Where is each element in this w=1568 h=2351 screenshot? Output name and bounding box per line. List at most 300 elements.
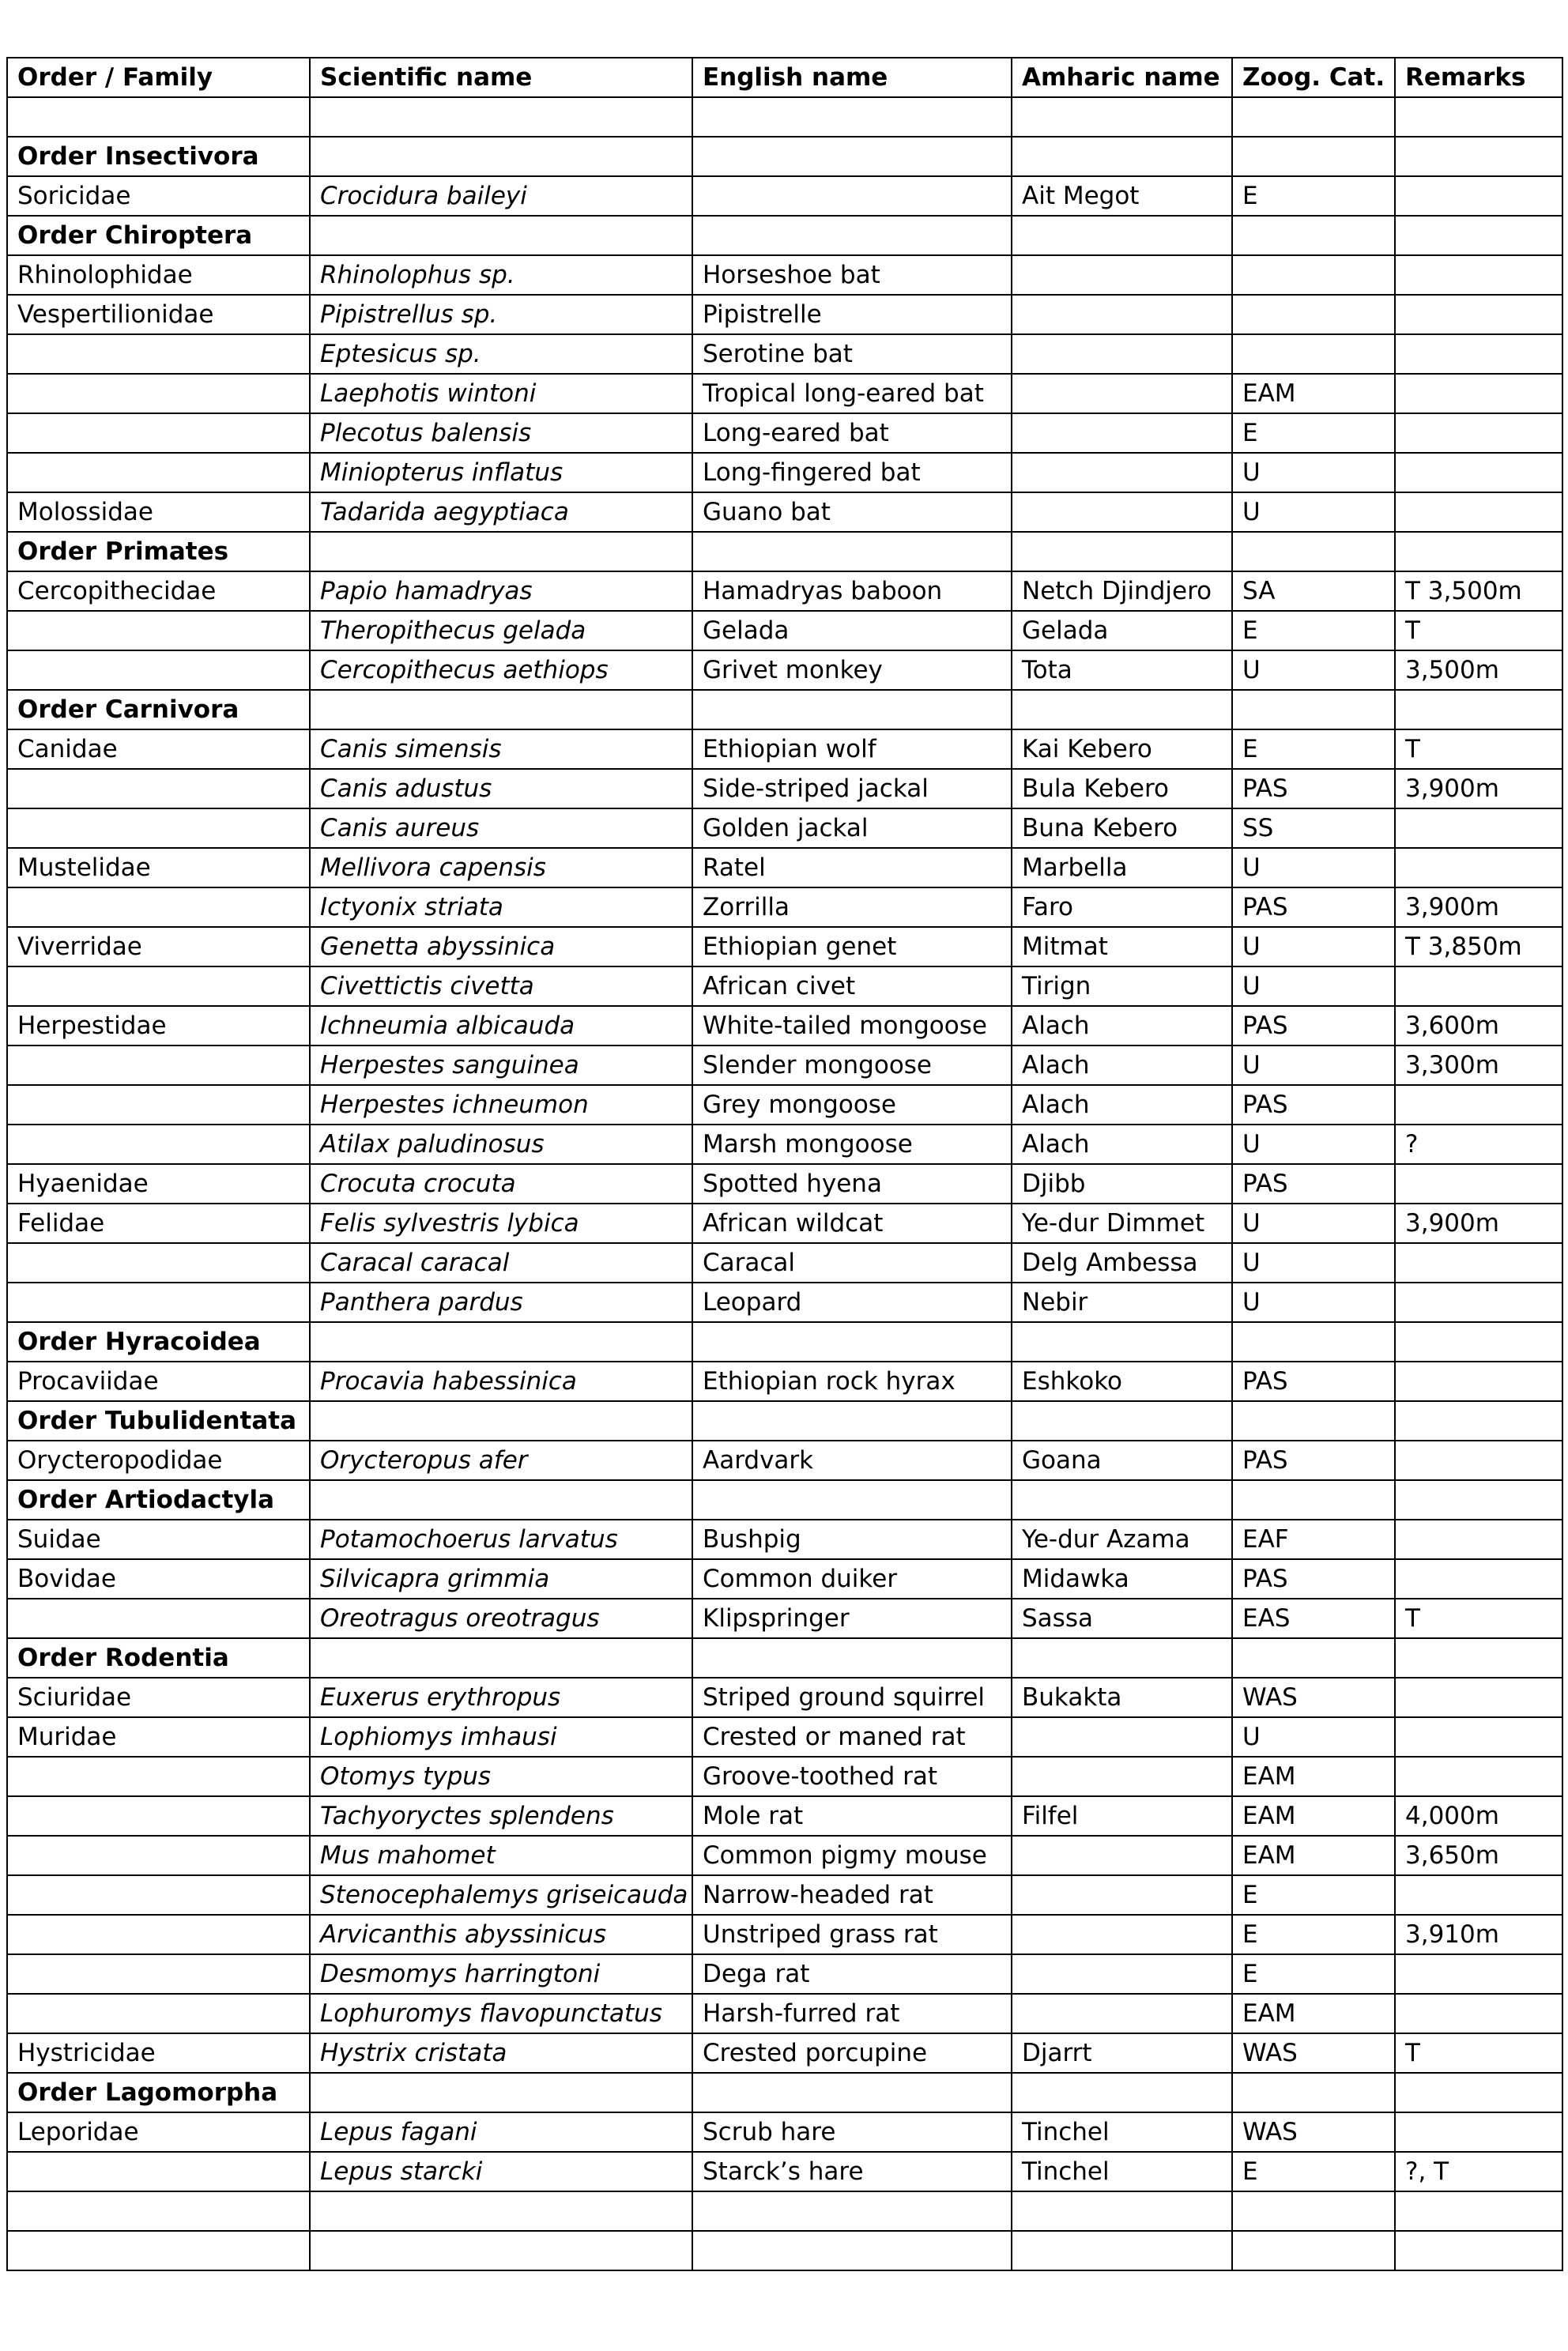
remarks-cell	[1395, 2112, 1562, 2152]
scientific-name-cell: Mus mahomet	[310, 1836, 692, 1875]
table-row	[7, 374, 1562, 413]
amharic-name-cell: Marbella	[1012, 848, 1232, 887]
amharic-name-cell: Tota	[1012, 650, 1232, 690]
scientific-name-cell	[310, 97, 692, 137]
zoog-cat-cell: SS	[1232, 808, 1395, 848]
zoog-cat-cell: PAS	[1232, 1164, 1395, 1204]
family-cell	[7, 1046, 310, 1085]
amharic-name-cell: Midawka	[1012, 1559, 1232, 1599]
family-cell	[7, 1243, 310, 1283]
remarks-cell	[1395, 1441, 1562, 1480]
english-name-cell: Starck’s hare	[692, 2152, 1012, 2191]
scientific-name-cell: Plecotus balensis	[310, 413, 692, 453]
zoog-cat-cell: E	[1232, 176, 1395, 216]
table-row	[7, 1441, 1562, 1480]
amharic-name-cell	[1012, 374, 1232, 413]
table-row	[7, 1757, 1562, 1796]
table-row	[7, 887, 1562, 927]
scientific-name-cell: Eptesicus sp.	[310, 334, 692, 374]
amharic-name-cell	[1012, 97, 1232, 137]
order-cell: Order Chiroptera	[7, 216, 310, 255]
table-row	[7, 1875, 1562, 1915]
english-name-cell: Horseshoe bat	[692, 255, 1012, 295]
remarks-cell	[1395, 1638, 1562, 1678]
scientific-name-cell	[310, 1638, 692, 1678]
family-cell: Leporidae	[7, 2112, 310, 2152]
remarks-cell	[1395, 532, 1562, 571]
english-name-cell: Narrow-headed rat	[692, 1875, 1012, 1915]
table-row	[7, 927, 1562, 966]
table-row	[7, 1362, 1562, 1401]
zoog-cat-cell: WAS	[1232, 2112, 1395, 2152]
remarks-cell: T	[1395, 1599, 1562, 1638]
amharic-name-cell: Faro	[1012, 887, 1232, 927]
family-cell	[7, 1757, 310, 1796]
amharic-name-cell: Mitmat	[1012, 927, 1232, 966]
table-row	[7, 1243, 1562, 1283]
table-row	[7, 1204, 1562, 1243]
scientific-name-cell: Genetta abyssinica	[310, 927, 692, 966]
remarks-cell	[1395, 966, 1562, 1006]
amharic-name-cell	[1012, 1322, 1232, 1362]
english-name-cell: Side-striped jackal	[692, 769, 1012, 808]
zoog-cat-cell: WAS	[1232, 2033, 1395, 2073]
remarks-cell: 3,910m	[1395, 1915, 1562, 1954]
english-name-cell: Mole rat	[692, 1796, 1012, 1836]
zoog-cat-cell: E	[1232, 1875, 1395, 1915]
remarks-cell	[1395, 1757, 1562, 1796]
scientific-name-cell: Cercopithecus aethiops	[310, 650, 692, 690]
order-cell: Order Hyracoidea	[7, 1322, 310, 1362]
remarks-cell	[1395, 1954, 1562, 1994]
table-row	[7, 255, 1562, 295]
family-cell: Rhinolophidae	[7, 255, 310, 295]
english-name-cell: Marsh mongoose	[692, 1125, 1012, 1164]
table-row	[7, 1599, 1562, 1638]
order-row	[7, 1480, 1562, 1520]
zoog-cat-cell: SA	[1232, 571, 1395, 611]
zoog-cat-cell	[1232, 2073, 1395, 2112]
table-row	[7, 1717, 1562, 1757]
family-cell: Canidae	[7, 729, 310, 769]
family-cell	[7, 374, 310, 413]
amharic-name-cell: Bula Kebero	[1012, 769, 1232, 808]
remarks-cell	[1395, 1085, 1562, 1125]
table-row	[7, 650, 1562, 690]
zoog-cat-cell	[1232, 1638, 1395, 1678]
amharic-name-cell	[1012, 1717, 1232, 1757]
remarks-cell	[1395, 1164, 1562, 1204]
english-name-cell: Striped ground squirrel	[692, 1678, 1012, 1717]
zoog-cat-cell: PAS	[1232, 1085, 1395, 1125]
zoog-cat-cell	[1232, 1401, 1395, 1441]
scientific-name-cell: Lepus fagani	[310, 2112, 692, 2152]
english-name-cell: Grivet monkey	[692, 650, 1012, 690]
english-name-cell: Aardvark	[692, 1441, 1012, 1480]
english-name-cell: Ethiopian genet	[692, 927, 1012, 966]
header-english-name: English name	[692, 58, 1012, 97]
family-cell: Bovidae	[7, 1559, 310, 1599]
table-row	[7, 1520, 1562, 1559]
header-zoog-cat: Zoog. Cat.	[1232, 58, 1395, 97]
remarks-cell: 3,900m	[1395, 769, 1562, 808]
remarks-cell: T	[1395, 729, 1562, 769]
family-cell	[7, 611, 310, 650]
english-name-cell: Slender mongoose	[692, 1046, 1012, 1085]
remarks-cell: 4,000m	[1395, 1796, 1562, 1836]
order-row	[7, 137, 1562, 176]
amharic-name-cell: Delg Ambessa	[1012, 1243, 1232, 1283]
order-row	[7, 1401, 1562, 1441]
remarks-cell	[1395, 1520, 1562, 1559]
order-cell: Order Tubulidentata	[7, 1401, 310, 1441]
english-name-cell: Unstriped grass rat	[692, 1915, 1012, 1954]
scientific-name-cell: Euxerus erythropus	[310, 1678, 692, 1717]
english-name-cell: Harsh-furred rat	[692, 1994, 1012, 2033]
zoog-cat-cell: PAS	[1232, 1362, 1395, 1401]
family-cell	[7, 769, 310, 808]
zoog-cat-cell: EAS	[1232, 1599, 1395, 1638]
amharic-name-cell	[1012, 1915, 1232, 1954]
amharic-name-cell: Bukakta	[1012, 1678, 1232, 1717]
family-cell	[7, 1915, 310, 1954]
amharic-name-cell	[1012, 453, 1232, 492]
english-name-cell: African civet	[692, 966, 1012, 1006]
remarks-cell	[1395, 1243, 1562, 1283]
family-cell	[7, 1836, 310, 1875]
table-row	[7, 1046, 1562, 1085]
scientific-name-cell: Atilax paludinosus	[310, 1125, 692, 1164]
zoog-cat-cell	[1232, 1322, 1395, 1362]
english-name-cell: Common duiker	[692, 1559, 1012, 1599]
english-name-cell: Long-fingered bat	[692, 453, 1012, 492]
table-row	[7, 1125, 1562, 1164]
zoog-cat-cell: U	[1232, 1283, 1395, 1322]
remarks-cell	[1395, 255, 1562, 295]
family-cell: Herpestidae	[7, 1006, 310, 1046]
family-cell	[7, 650, 310, 690]
english-name-cell	[692, 97, 1012, 137]
english-name-cell	[692, 1480, 1012, 1520]
amharic-name-cell	[1012, 295, 1232, 334]
remarks-cell	[1395, 2073, 1562, 2112]
amharic-name-cell: Ye-dur Dimmet	[1012, 1204, 1232, 1243]
scientific-name-cell: Canis aureus	[310, 808, 692, 848]
remarks-cell: T	[1395, 611, 1562, 650]
amharic-name-cell	[1012, 137, 1232, 176]
scientific-name-cell: Procavia habessinica	[310, 1362, 692, 1401]
table-row	[7, 453, 1562, 492]
table-row	[7, 2033, 1562, 2073]
scientific-name-cell: Caracal caracal	[310, 1243, 692, 1283]
amharic-name-cell	[1012, 2073, 1232, 2112]
scientific-name-cell: Orycteropus afer	[310, 1441, 692, 1480]
english-name-cell: Golden jackal	[692, 808, 1012, 848]
header-scientific-name: Scientific name	[310, 58, 692, 97]
table-row	[7, 1283, 1562, 1322]
table-row	[7, 295, 1562, 334]
table-row	[7, 334, 1562, 374]
table-row	[7, 2112, 1562, 2152]
amharic-name-cell: Alach	[1012, 1046, 1232, 1085]
family-cell	[7, 1283, 310, 1322]
family-cell: Suidae	[7, 1520, 310, 1559]
remarks-cell	[1395, 1559, 1562, 1599]
scientific-name-cell	[310, 2073, 692, 2112]
zoog-cat-cell: E	[1232, 729, 1395, 769]
amharic-name-cell	[1012, 1836, 1232, 1875]
order-row	[7, 1638, 1562, 1678]
table-row	[7, 1085, 1562, 1125]
remarks-cell: 3,500m	[1395, 650, 1562, 690]
english-name-cell	[692, 2191, 1012, 2231]
scientific-name-cell: Panthera pardus	[310, 1283, 692, 1322]
table-row	[7, 1164, 1562, 1204]
zoog-cat-cell	[1232, 216, 1395, 255]
remarks-cell	[1395, 848, 1562, 887]
remarks-cell	[1395, 1678, 1562, 1717]
amharic-name-cell: Ye-dur Azama	[1012, 1520, 1232, 1559]
table-row	[7, 176, 1562, 216]
table-row	[7, 1678, 1562, 1717]
table-row	[7, 97, 1562, 137]
scientific-name-cell: Crocuta crocuta	[310, 1164, 692, 1204]
table-row	[7, 1006, 1562, 1046]
english-name-cell: Caracal	[692, 1243, 1012, 1283]
english-name-cell: Long-eared bat	[692, 413, 1012, 453]
remarks-cell: 3,650m	[1395, 1836, 1562, 1875]
table-row	[7, 1796, 1562, 1836]
family-cell: Sciuridae	[7, 1678, 310, 1717]
scientific-name-cell: Rhinolophus sp.	[310, 255, 692, 295]
table-row	[7, 808, 1562, 848]
english-name-cell	[692, 2231, 1012, 2270]
amharic-name-cell: Eshkoko	[1012, 1362, 1232, 1401]
family-cell	[7, 1875, 310, 1915]
scientific-name-cell: Laephotis wintoni	[310, 374, 692, 413]
amharic-name-cell	[1012, 255, 1232, 295]
scientific-name-cell: Papio hamadryas	[310, 571, 692, 611]
table-row	[7, 1994, 1562, 2033]
remarks-cell	[1395, 1322, 1562, 1362]
scientific-name-cell: Felis sylvestris lybica	[310, 1204, 692, 1243]
family-cell	[7, 1994, 310, 2033]
zoog-cat-cell: E	[1232, 2152, 1395, 2191]
family-cell	[7, 413, 310, 453]
english-name-cell: Pipistrelle	[692, 295, 1012, 334]
table-row	[7, 1954, 1562, 1994]
amharic-name-cell: Tinchel	[1012, 2112, 1232, 2152]
amharic-name-cell	[1012, 1401, 1232, 1441]
amharic-name-cell	[1012, 1954, 1232, 1994]
zoog-cat-cell: PAS	[1232, 1441, 1395, 1480]
zoog-cat-cell: U	[1232, 453, 1395, 492]
amharic-name-cell: Sassa	[1012, 1599, 1232, 1638]
zoog-cat-cell: E	[1232, 1954, 1395, 1994]
english-name-cell: White-tailed mongoose	[692, 1006, 1012, 1046]
remarks-cell: ?	[1395, 1125, 1562, 1164]
zoog-cat-cell	[1232, 2231, 1395, 2270]
zoog-cat-cell	[1232, 532, 1395, 571]
english-name-cell: Klipspringer	[692, 1599, 1012, 1638]
english-name-cell	[692, 2073, 1012, 2112]
remarks-cell: T 3,500m	[1395, 571, 1562, 611]
family-cell	[7, 1796, 310, 1836]
remarks-cell: 3,900m	[1395, 1204, 1562, 1243]
remarks-cell: T 3,850m	[1395, 927, 1562, 966]
scientific-name-cell: Tadarida aegyptiaca	[310, 492, 692, 532]
table-row	[7, 1915, 1562, 1954]
zoog-cat-cell: PAS	[1232, 1559, 1395, 1599]
english-name-cell: Crested or maned rat	[692, 1717, 1012, 1757]
scientific-name-cell	[310, 1322, 692, 1362]
amharic-name-cell: Gelada	[1012, 611, 1232, 650]
amharic-name-cell: Kai Kebero	[1012, 729, 1232, 769]
scientific-name-cell: Ichneumia albicauda	[310, 1006, 692, 1046]
remarks-cell	[1395, 2191, 1562, 2231]
scientific-name-cell: Miniopterus inflatus	[310, 453, 692, 492]
amharic-name-cell	[1012, 690, 1232, 729]
family-cell	[7, 97, 310, 137]
remarks-cell	[1395, 1362, 1562, 1401]
header-remarks: Remarks	[1395, 58, 1562, 97]
family-cell: Felidae	[7, 1204, 310, 1243]
amharic-name-cell	[1012, 1875, 1232, 1915]
english-name-cell: Gelada	[692, 611, 1012, 650]
family-cell: Procaviidae	[7, 1362, 310, 1401]
zoog-cat-cell: U	[1232, 492, 1395, 532]
zoog-cat-cell: E	[1232, 1915, 1395, 1954]
amharic-name-cell: Buna Kebero	[1012, 808, 1232, 848]
order-row	[7, 532, 1562, 571]
english-name-cell: Zorrilla	[692, 887, 1012, 927]
table-row	[7, 1836, 1562, 1875]
amharic-name-cell: Ait Megot	[1012, 176, 1232, 216]
zoog-cat-cell: EAF	[1232, 1520, 1395, 1559]
english-name-cell: Ethiopian rock hyrax	[692, 1362, 1012, 1401]
amharic-name-cell	[1012, 1480, 1232, 1520]
english-name-cell: Bushpig	[692, 1520, 1012, 1559]
amharic-name-cell	[1012, 1638, 1232, 1678]
scientific-name-cell: Otomys typus	[310, 1757, 692, 1796]
order-cell: Order Insectivora	[7, 137, 310, 176]
amharic-name-cell	[1012, 216, 1232, 255]
zoog-cat-cell: U	[1232, 848, 1395, 887]
remarks-cell	[1395, 1283, 1562, 1322]
zoog-cat-cell: U	[1232, 1046, 1395, 1085]
remarks-cell	[1395, 492, 1562, 532]
remarks-cell: 3,300m	[1395, 1046, 1562, 1085]
family-cell	[7, 334, 310, 374]
remarks-cell	[1395, 690, 1562, 729]
english-name-cell: Tropical long-eared bat	[692, 374, 1012, 413]
scientific-name-cell	[310, 532, 692, 571]
english-name-cell: Grey mongoose	[692, 1085, 1012, 1125]
family-cell	[7, 966, 310, 1006]
zoog-cat-cell: PAS	[1232, 887, 1395, 927]
table-header-row	[7, 58, 1562, 97]
remarks-cell	[1395, 334, 1562, 374]
table-row	[7, 2152, 1562, 2191]
order-row	[7, 690, 1562, 729]
scientific-name-cell: Herpestes ichneumon	[310, 1085, 692, 1125]
family-cell	[7, 887, 310, 927]
english-name-cell	[692, 216, 1012, 255]
table-row	[7, 413, 1562, 453]
amharic-name-cell	[1012, 1757, 1232, 1796]
scientific-name-cell: Crocidura baileyi	[310, 176, 692, 216]
family-cell: Muridae	[7, 1717, 310, 1757]
remarks-cell	[1395, 1401, 1562, 1441]
scientific-name-cell: Ictyonix striata	[310, 887, 692, 927]
zoog-cat-cell: PAS	[1232, 1006, 1395, 1046]
family-cell: Hystricidae	[7, 2033, 310, 2073]
scientific-name-cell: Potamochoerus larvatus	[310, 1520, 692, 1559]
family-cell	[7, 2191, 310, 2231]
amharic-name-cell: Djibb	[1012, 1164, 1232, 1204]
zoog-cat-cell: EAM	[1232, 374, 1395, 413]
remarks-cell	[1395, 808, 1562, 848]
english-name-cell	[692, 176, 1012, 216]
family-cell: Viverridae	[7, 927, 310, 966]
english-name-cell: Groove-toothed rat	[692, 1757, 1012, 1796]
remarks-cell	[1395, 1480, 1562, 1520]
english-name-cell	[692, 532, 1012, 571]
remarks-cell	[1395, 1875, 1562, 1915]
scientific-name-cell	[310, 216, 692, 255]
zoog-cat-cell: U	[1232, 966, 1395, 1006]
english-name-cell: Hamadryas baboon	[692, 571, 1012, 611]
english-name-cell	[692, 1322, 1012, 1362]
order-cell: Order Artiodactyla	[7, 1480, 310, 1520]
table-row	[7, 769, 1562, 808]
scientific-name-cell: Canis adustus	[310, 769, 692, 808]
scientific-name-cell: Stenocephalemys griseicauda	[310, 1875, 692, 1915]
amharic-name-cell: Djarrt	[1012, 2033, 1232, 2073]
amharic-name-cell: Alach	[1012, 1125, 1232, 1164]
order-cell: Order Rodentia	[7, 1638, 310, 1678]
scientific-name-cell: Silvicapra grimmia	[310, 1559, 692, 1599]
family-cell: Orycteropodidae	[7, 1441, 310, 1480]
english-name-cell: Guano bat	[692, 492, 1012, 532]
zoog-cat-cell: EAM	[1232, 1836, 1395, 1875]
amharic-name-cell	[1012, 492, 1232, 532]
scientific-name-cell	[310, 2191, 692, 2231]
amharic-name-cell: Tinchel	[1012, 2152, 1232, 2191]
english-name-cell	[692, 1638, 1012, 1678]
zoog-cat-cell: WAS	[1232, 1678, 1395, 1717]
header-order-family: Order / Family	[7, 58, 310, 97]
scientific-name-cell	[310, 137, 692, 176]
scientific-name-cell: Mellivora capensis	[310, 848, 692, 887]
english-name-cell: Leopard	[692, 1283, 1012, 1322]
remarks-cell	[1395, 2231, 1562, 2270]
english-name-cell: Serotine bat	[692, 334, 1012, 374]
zoog-cat-cell: U	[1232, 1243, 1395, 1283]
family-cell: Cercopithecidae	[7, 571, 310, 611]
english-name-cell: Ethiopian wolf	[692, 729, 1012, 769]
amharic-name-cell	[1012, 532, 1232, 571]
family-cell	[7, 453, 310, 492]
table-row	[7, 492, 1562, 532]
order-cell: Order Primates	[7, 532, 310, 571]
zoog-cat-cell: EAM	[1232, 1796, 1395, 1836]
table-row	[7, 1559, 1562, 1599]
scientific-name-cell: Civettictis civetta	[310, 966, 692, 1006]
scientific-name-cell: Lophiomys imhausi	[310, 1717, 692, 1757]
english-name-cell: Spotted hyena	[692, 1164, 1012, 1204]
table-row	[7, 2191, 1562, 2231]
